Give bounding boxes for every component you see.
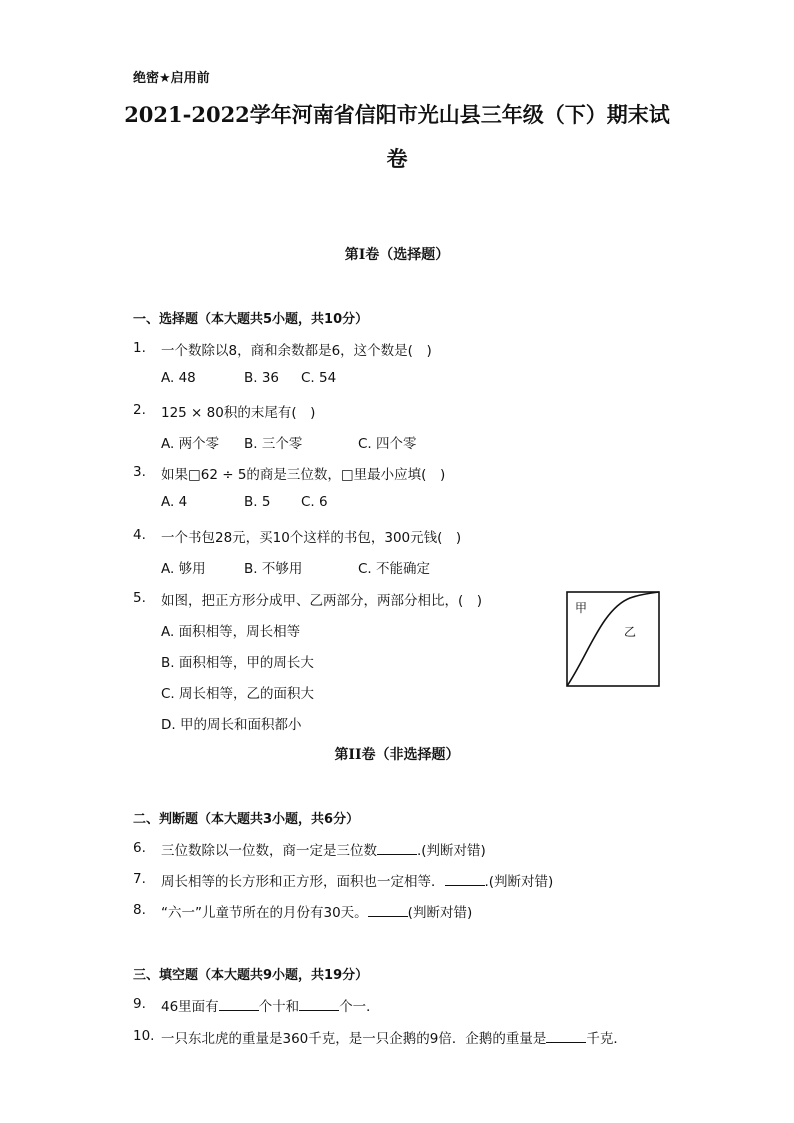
question-text [161, 870, 553, 890]
question-text-part: 三位数除以一位数，商一定是三位数 [161, 843, 377, 859]
question-text: 一个数除以8，商和余数都是6，这个数是( ) [161, 343, 432, 359]
question-text-part: 个一． [339, 999, 380, 1015]
question-number: 7. [133, 871, 146, 887]
part2-title: 第II卷（非选择题） [334, 747, 460, 763]
section1-heading: 一、选择题（本大题共5小题，共10分） [133, 312, 369, 327]
option-a: A. 48 [161, 370, 196, 386]
question-text-part: “六一”儿童节所在的月份有30天。 [161, 905, 368, 921]
question-text [161, 995, 380, 1015]
option-b: B. 面积相等，甲的周长大 [161, 655, 314, 671]
question-text: 一个书包28元，买10个这样的书包，300元钱( ) [161, 530, 462, 546]
option-a: A. 4 [161, 494, 188, 510]
answer-blank[interactable] [368, 904, 408, 917]
answer-blank[interactable] [299, 998, 339, 1011]
question-text: 125 × 80积的末尾有( ) [161, 405, 316, 421]
question-text [161, 1027, 627, 1047]
question-number: 1. [133, 340, 146, 356]
question-number: 8. [133, 902, 146, 918]
question-text [161, 901, 472, 921]
option-b: B. 5 [244, 494, 271, 510]
question-text: 如果□62 ÷ 5的商是三位数，□里最小应填( ) [161, 467, 446, 483]
answer-blank[interactable] [546, 1030, 586, 1043]
question-number: 3. [133, 464, 146, 480]
question-number: 9. [133, 996, 146, 1012]
square-division-figure [566, 591, 660, 687]
section3-heading: 三、填空题（本大题共9小题，共19分） [133, 968, 369, 983]
question-text-part: .(判断对错) [484, 874, 554, 890]
option-c: C. 不能确定 [358, 561, 431, 577]
answer-blank[interactable] [445, 873, 485, 886]
option-d: D. 甲的周长和面积都小 [161, 717, 302, 733]
option-a: A. 面积相等，周长相等 [161, 624, 301, 640]
question-text-part: (判断对错) [407, 905, 473, 921]
option-b: B. 不够用 [244, 561, 303, 577]
option-c: C. 6 [301, 494, 328, 510]
question-number: 6. [133, 840, 146, 856]
question-text-part: .(判断对错) [417, 843, 486, 859]
question-text [161, 839, 486, 859]
answer-blank[interactable] [377, 842, 417, 855]
question-number: 4. [133, 527, 146, 543]
question-number: 2. [133, 402, 146, 418]
secret-label: 绝密★启用前 [133, 71, 210, 86]
question-text-part: 46里面有 [161, 999, 219, 1015]
question-text: 如图，把正方形分成甲、乙两部分，两部分相比，( ) [161, 593, 483, 609]
question-text-part: 千克． [586, 1031, 627, 1047]
option-b: B. 36 [244, 370, 280, 386]
section2-heading: 二、判断题（本大题共3小题，共6分） [133, 812, 360, 827]
label-jia: 甲 [575, 601, 588, 615]
option-c: C. 54 [301, 370, 337, 386]
option-b: B. 三个零 [244, 436, 303, 452]
option-c: C. 四个零 [358, 436, 417, 452]
exam-title-line1: 2021-2022学年河南省信阳市光山县三年级（下）期末试 [124, 102, 670, 127]
exam-title-line2: 卷 [386, 146, 408, 171]
label-yi: 乙 [624, 625, 637, 639]
question-number: 10. [133, 1028, 155, 1044]
question-number: 5. [133, 590, 146, 606]
question-text-part: 个十和 [258, 999, 300, 1015]
answer-blank[interactable] [219, 998, 259, 1011]
option-a: A. 够用 [161, 561, 206, 577]
option-c: C. 周长相等，乙的面积大 [161, 686, 315, 702]
option-a: A. 两个零 [161, 436, 220, 452]
question-text-part: 周长相等的长方形和正方形，面积也一定相等． [161, 874, 445, 890]
question-text-part: 一只东北虎的重量是360千克，是一只企鹅的9倍．企鹅的重量是 [161, 1031, 547, 1047]
part1-title: 第I卷（选择题） [344, 247, 450, 263]
